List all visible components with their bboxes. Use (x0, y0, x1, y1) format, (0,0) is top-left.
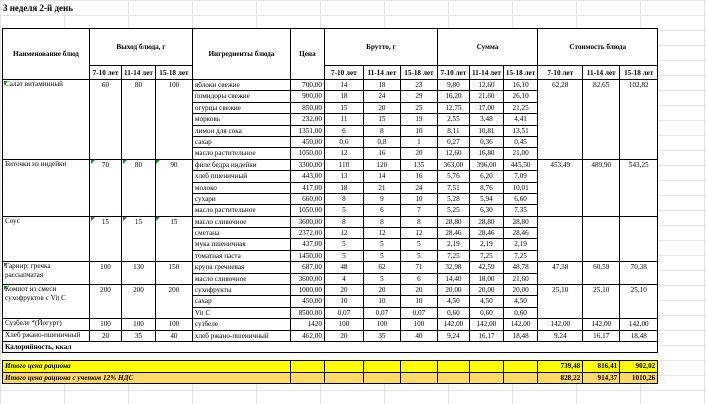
age-header: 11-14 лет (122, 66, 156, 80)
dish-cost-cell: 25,10 (583, 285, 620, 319)
dish-name-cell: Компот из смеси сухофруктов с Vit C (3, 285, 90, 319)
dish-cost-cell: 47,38 (538, 262, 583, 285)
output-cell: 15 (90, 216, 122, 262)
sum-cell: 10,01 (503, 182, 537, 193)
sum-cell: 2,19 (469, 239, 503, 250)
brutto-cell: 8 (400, 216, 437, 227)
cell-indicator-icon (91, 160, 95, 164)
sheet-title: 3 неделя 2-й день (3, 3, 73, 13)
header-ingredients: Ингредиенты блюда (192, 29, 290, 80)
cell-indicator-icon (4, 263, 8, 267)
output-cell: 20 (90, 330, 122, 341)
output-cell: 200 (155, 285, 192, 319)
dish-cost-cell: 543,25 (620, 159, 658, 216)
total-empty-cell (363, 372, 400, 383)
sum-cell: 13,51 (503, 125, 537, 136)
output-cell: 130 (122, 262, 156, 285)
ingredient-cell: сузбеле (192, 319, 290, 330)
sum-cell: 20,00 (469, 285, 503, 296)
price-cell: 3600,00 (290, 273, 324, 284)
price-cell: 1000,00 (290, 285, 324, 296)
brutto-cell: 6 (324, 125, 363, 136)
price-cell: 437,00 (290, 239, 324, 250)
sum-cell: 4,50 (503, 296, 537, 307)
brutto-cell: 135 (400, 159, 437, 170)
output-cell: 100 (122, 319, 156, 330)
table-row (3, 319, 658, 330)
output-cell: 70 (90, 159, 122, 216)
sum-cell: 16,17 (469, 330, 503, 341)
sum-cell: 14,40 (437, 273, 469, 284)
sum-cell: 0,45 (503, 136, 537, 147)
table-row (3, 159, 658, 170)
dish-cost-cell: 489,90 (583, 159, 620, 216)
dish-cost-cell: 62,28 (538, 80, 583, 160)
sum-cell: 142,00 (503, 319, 537, 330)
sum-cell: 0,60 (437, 307, 469, 318)
price-cell: 3300,00 (290, 159, 324, 170)
sum-cell: 2,19 (437, 239, 469, 250)
ingredient-cell: сухофрукты (192, 285, 290, 296)
price-cell: 450,00 (290, 296, 324, 307)
sum-cell: 7,25 (437, 250, 469, 261)
dish-name-cell: Хлеб ржано-пшеничный (3, 330, 90, 341)
brutto-cell: 23 (400, 80, 437, 91)
spacer-cell (3, 353, 658, 361)
output-cell: 100 (155, 319, 192, 330)
dish-name-cell: Биточки из индейки (3, 159, 90, 216)
output-cell: 90 (155, 159, 192, 216)
total-value: 816,41 (583, 361, 620, 372)
dish-cost-cell (583, 216, 620, 262)
brutto-cell: 8 (324, 193, 363, 204)
sum-cell: 363,00 (437, 159, 469, 170)
cell-indicator-icon (4, 286, 8, 290)
output-cell: 200 (122, 285, 156, 319)
brutto-cell: 5 (400, 239, 437, 250)
dish-name-cell: Сузбеле *(Йогурт) (3, 319, 90, 330)
total-empty-cell (290, 372, 324, 383)
total-empty-cell (400, 372, 437, 383)
brutto-cell: 18 (324, 91, 363, 102)
brutto-cell: 110 (324, 159, 363, 170)
brutto-cell: 0,07 (324, 307, 363, 318)
brutto-cell: 19 (400, 114, 437, 125)
sum-cell: 18,00 (469, 273, 503, 284)
price-cell: 900,00 (290, 91, 324, 102)
total-label: Итого цена рациона с учетом 12% НДС (3, 372, 291, 383)
ingredient-cell: хлеб пшеничный (192, 171, 290, 182)
brutto-cell: 7 (400, 205, 437, 216)
spacer-row (3, 353, 658, 361)
price-cell: 700,00 (290, 80, 324, 91)
brutto-cell: 24 (363, 91, 400, 102)
sum-cell: 7,25 (469, 250, 503, 261)
sum-cell: 5,76 (437, 171, 469, 182)
ingredient-cell: огурцы свежие (192, 102, 290, 113)
total-empty-cell (324, 372, 363, 383)
sum-cell: 12,75 (437, 102, 469, 113)
dish-cost-cell: 102,82 (620, 80, 658, 160)
brutto-cell: 15 (363, 114, 400, 125)
output-cell: 80 (122, 159, 156, 216)
sum-cell: 4,41 (503, 114, 537, 125)
brutto-cell: 8 (324, 216, 363, 227)
dish-cost-cell: 453,49 (538, 159, 583, 216)
total-empty-cell (437, 361, 469, 372)
total-empty-cell (469, 372, 503, 383)
price-cell: 232,00 (290, 114, 324, 125)
brutto-cell: 9 (363, 193, 400, 204)
total-value: 739,48 (538, 361, 583, 372)
ingredient-cell: морковь (192, 114, 290, 125)
header-price: Цена (290, 29, 324, 80)
sum-cell: 2,19 (503, 239, 537, 250)
sum-cell: 5,94 (469, 193, 503, 204)
ingredient-cell: яблоки свежие (192, 80, 290, 91)
output-cell: 60 (90, 80, 122, 160)
menu-cost-table (2, 28, 658, 384)
ingredient-cell: масло сливочное (192, 216, 290, 227)
price-cell: 660,00 (290, 193, 324, 204)
brutto-cell: 18 (324, 182, 363, 193)
brutto-cell: 71 (400, 262, 437, 273)
header-output: Выход блюда, г (90, 29, 193, 66)
age-header: 7-10 лет (90, 66, 122, 80)
sum-cell: 5,25 (437, 205, 469, 216)
brutto-cell: 12 (363, 228, 400, 239)
sum-cell: 7,25 (503, 250, 537, 261)
brutto-cell: 15 (324, 102, 363, 113)
brutto-cell: 20 (363, 285, 400, 296)
dish-cost-cell: 142,00 (583, 319, 620, 330)
brutto-cell: 0,6 (324, 136, 363, 147)
sum-cell: 17,00 (469, 102, 503, 113)
total-value: 914,37 (583, 372, 620, 383)
dish-name-cell: Соус (3, 216, 90, 262)
sum-cell: 28,80 (469, 216, 503, 227)
age-header: 15-18 лет (503, 66, 537, 80)
output-cell: 15 (155, 216, 192, 262)
brutto-cell: 5 (363, 239, 400, 250)
price-cell: 850,00 (290, 102, 324, 113)
dish-cost-cell (538, 216, 583, 262)
output-cell: 100 (90, 319, 122, 330)
header-brutto: Брутто, г (324, 29, 437, 66)
ingredient-cell: томатная паста (192, 250, 290, 261)
table-row (3, 216, 658, 227)
brutto-cell: 16 (400, 171, 437, 182)
brutto-cell: 20 (400, 148, 437, 159)
brutto-cell: 18 (363, 80, 400, 91)
sum-cell: 21,60 (503, 273, 537, 284)
age-header: 7-10 лет (324, 66, 363, 80)
total-empty-cell (469, 361, 503, 372)
total-empty-cell (400, 361, 437, 372)
table-row (3, 80, 658, 91)
brutto-cell: 48 (324, 262, 363, 273)
price-cell: 1351,00 (290, 125, 324, 136)
ingredient-cell: сахар (192, 136, 290, 147)
total-empty-cell (290, 361, 324, 372)
brutto-cell: 10 (324, 296, 363, 307)
age-header: 11-14 лет (363, 66, 400, 80)
brutto-cell: 120 (363, 159, 400, 170)
cell-indicator-icon (4, 81, 8, 85)
sum-cell: 142,00 (469, 319, 503, 330)
sum-cell: 20,00 (437, 285, 469, 296)
sum-cell: 28,80 (503, 216, 537, 227)
total-label: Итого цена рациона (3, 361, 291, 372)
sum-cell: 28,80 (437, 216, 469, 227)
brutto-cell: 25 (400, 102, 437, 113)
sum-cell: 9,80 (437, 80, 469, 91)
cell-indicator-icon (123, 217, 127, 221)
brutto-cell: 13 (324, 171, 363, 182)
price-cell: 687,00 (290, 262, 324, 273)
total-empty-cell (324, 361, 363, 372)
brutto-cell: 40 (400, 330, 437, 341)
sum-cell: 7,09 (503, 171, 537, 182)
brutto-cell: 16 (363, 148, 400, 159)
total-value: 902,02 (620, 361, 658, 372)
price-cell: 8500,00 (290, 307, 324, 318)
brutto-cell: 8 (363, 125, 400, 136)
ingredient-cell: масло сливочное (192, 273, 290, 284)
age-header: 11-14 лет (469, 66, 503, 80)
brutto-cell: 35 (363, 330, 400, 341)
output-cell: 200 (90, 285, 122, 319)
dish-cost-cell: 70,38 (620, 262, 658, 285)
table-row (3, 330, 658, 341)
price-cell: 462,00 (290, 330, 324, 341)
output-cell: 100 (155, 80, 192, 160)
brutto-cell: 12 (400, 228, 437, 239)
sum-cell: 32,98 (437, 262, 469, 273)
header-dish-cost: Стоимость блюда (538, 29, 658, 66)
brutto-cell: 0,07 (400, 307, 437, 318)
cell-indicator-icon (91, 217, 95, 221)
price-cell: 1050,00 (290, 205, 324, 216)
ingredient-cell: филе бедра индейки (192, 159, 290, 170)
sum-cell: 12,60 (437, 148, 469, 159)
sum-cell: 7,35 (503, 205, 537, 216)
price-cell: 1450,00 (290, 250, 324, 261)
cell-indicator-icon (156, 217, 160, 221)
sum-cell: 445,50 (503, 159, 537, 170)
header-dish-name: Наименование блюд (3, 29, 90, 80)
brutto-cell: 20 (324, 330, 363, 341)
header-sum: Сумма (437, 29, 537, 66)
age-header: 15-18 лет (155, 66, 192, 80)
dish-cost-cell: 60,59 (583, 262, 620, 285)
ingredient-cell: масло растительное (192, 148, 290, 159)
output-cell: 100 (90, 262, 122, 285)
ingredient-cell: сметана (192, 228, 290, 239)
cell-indicator-icon (156, 160, 160, 164)
sum-cell: 6,60 (503, 193, 537, 204)
brutto-cell: 100 (324, 319, 363, 330)
brutto-cell: 0,07 (363, 307, 400, 318)
age-header: 7-10 лет (437, 66, 469, 80)
total-empty-cell (363, 361, 400, 372)
brutto-cell: 10 (400, 296, 437, 307)
dish-cost-cell: 25,10 (620, 285, 658, 319)
sum-cell: 4,50 (437, 296, 469, 307)
brutto-cell: 10 (400, 125, 437, 136)
brutto-cell: 12 (324, 148, 363, 159)
brutto-cell: 1 (400, 136, 437, 147)
brutto-cell: 10 (363, 296, 400, 307)
price-cell: 1050,00 (290, 148, 324, 159)
ingredient-cell: сухари (192, 193, 290, 204)
sum-cell: 21,00 (503, 148, 537, 159)
sum-cell: 28,46 (437, 228, 469, 239)
brutto-cell: 0,8 (363, 136, 400, 147)
brutto-cell: 14 (363, 171, 400, 182)
sum-cell: 48,78 (503, 262, 537, 273)
sum-cell: 396,00 (469, 159, 503, 170)
sum-cell: 28,46 (469, 228, 503, 239)
brutto-cell: 5 (363, 250, 400, 261)
price-cell: 450,00 (290, 136, 324, 147)
calories-label: Калорийность, ккал (3, 341, 658, 352)
brutto-cell: 20 (400, 285, 437, 296)
price-cell: 3600,00 (290, 216, 324, 227)
sum-cell: 12,60 (469, 80, 503, 91)
price-cell: 417,00 (290, 182, 324, 193)
price-cell: 1420 (290, 319, 324, 330)
dish-cost-cell: 142,00 (538, 319, 583, 330)
dish-cost-cell (620, 216, 658, 262)
dish-cost-cell: 9,24 (538, 330, 583, 341)
sum-cell: 7,51 (437, 182, 469, 193)
output-cell: 80 (122, 80, 156, 160)
ingredient-cell: помидоры свежие (192, 91, 290, 102)
sum-cell: 6,20 (469, 171, 503, 182)
brutto-cell: 62 (363, 262, 400, 273)
brutto-cell: 21 (363, 182, 400, 193)
sum-cell: 9,24 (437, 330, 469, 341)
brutto-cell: 14 (324, 80, 363, 91)
sum-cell: 10,81 (469, 125, 503, 136)
total-value: 828,22 (538, 372, 583, 383)
ingredient-cell: мука пшеничная (192, 239, 290, 250)
ingredient-cell: молоко (192, 182, 290, 193)
dish-cost-cell: 18,48 (620, 330, 658, 341)
sum-cell: 21,25 (503, 102, 537, 113)
sum-cell: 6,30 (469, 205, 503, 216)
brutto-cell: 5 (400, 250, 437, 261)
sum-cell: 5,28 (437, 193, 469, 204)
dish-cost-cell: 25,10 (538, 285, 583, 319)
calories-row (3, 341, 658, 352)
brutto-cell: 24 (400, 182, 437, 193)
brutto-cell: 5 (324, 205, 363, 216)
age-header: 11-14 лет (583, 66, 620, 80)
sum-cell: 0,60 (469, 307, 503, 318)
dish-cost-cell: 82,65 (583, 80, 620, 160)
sum-cell: 18,48 (503, 330, 537, 341)
sum-cell: 0,27 (437, 136, 469, 147)
total-empty-cell (503, 361, 537, 372)
brutto-cell: 11 (324, 114, 363, 125)
sum-cell: 4,50 (469, 296, 503, 307)
sum-cell: 3,48 (469, 114, 503, 125)
brutto-cell: 20 (324, 285, 363, 296)
sum-cell: 0,60 (503, 307, 537, 318)
brutto-cell: 4 (324, 273, 363, 284)
brutto-cell: 12 (324, 228, 363, 239)
ingredient-cell: лимон для сока (192, 125, 290, 136)
brutto-cell: 29 (400, 91, 437, 102)
ingredient-cell: хлеб ржано-пшеничный (192, 330, 290, 341)
sum-cell: 8,11 (437, 125, 469, 136)
brutto-cell: 100 (363, 319, 400, 330)
brutto-cell: 10 (400, 193, 437, 204)
total-row (3, 361, 658, 372)
output-cell: 150 (155, 262, 192, 285)
ingredient-cell: сахар (192, 296, 290, 307)
total-value: 1010,26 (620, 372, 658, 383)
brutto-cell: 20 (363, 102, 400, 113)
age-header: 15-18 лет (620, 66, 658, 80)
price-cell: 443,00 (290, 171, 324, 182)
brutto-cell: 6 (400, 273, 437, 284)
sum-cell: 28,46 (503, 228, 537, 239)
cell-indicator-icon (123, 160, 127, 164)
sum-cell: 0,36 (469, 136, 503, 147)
total-empty-cell (503, 372, 537, 383)
sum-cell: 21,60 (469, 91, 503, 102)
table-row (3, 262, 658, 273)
ingredient-cell: масло растительное (192, 205, 290, 216)
dish-cost-cell: 142,00 (620, 319, 658, 330)
ingredient-cell: крупа гречневая (192, 262, 290, 273)
sum-cell: 2,55 (437, 114, 469, 125)
dish-cost-cell: 16,17 (583, 330, 620, 341)
table-row (3, 285, 658, 296)
dish-name-cell: Гарнир: гречка рассыпчатая (3, 262, 90, 285)
ingredient-cell: Vit C (192, 307, 290, 318)
sum-cell: 26,10 (503, 91, 537, 102)
age-header: 15-18 лет (400, 66, 437, 80)
brutto-cell: 100 (400, 319, 437, 330)
output-cell: 40 (155, 330, 192, 341)
brutto-cell: 5 (324, 239, 363, 250)
sum-cell: 16,10 (503, 80, 537, 91)
output-cell: 15 (122, 216, 156, 262)
price-cell: 2372,00 (290, 228, 324, 239)
sum-cell: 16,20 (437, 91, 469, 102)
sum-cell: 8,76 (469, 182, 503, 193)
sum-cell: 142,00 (437, 319, 469, 330)
total-empty-cell (437, 372, 469, 383)
sum-cell: 16,80 (469, 148, 503, 159)
brutto-cell: 5 (363, 273, 400, 284)
sum-cell: 42,59 (469, 262, 503, 273)
brutto-cell: 5 (324, 250, 363, 261)
age-header: 7-10 лет (538, 66, 583, 80)
output-cell: 35 (122, 330, 156, 341)
brutto-cell: 8 (363, 216, 400, 227)
sum-cell: 20,00 (503, 285, 537, 296)
total-vat-row (3, 372, 658, 383)
dish-name-cell: Салат витаминный (3, 80, 90, 160)
brutto-cell: 6 (363, 205, 400, 216)
